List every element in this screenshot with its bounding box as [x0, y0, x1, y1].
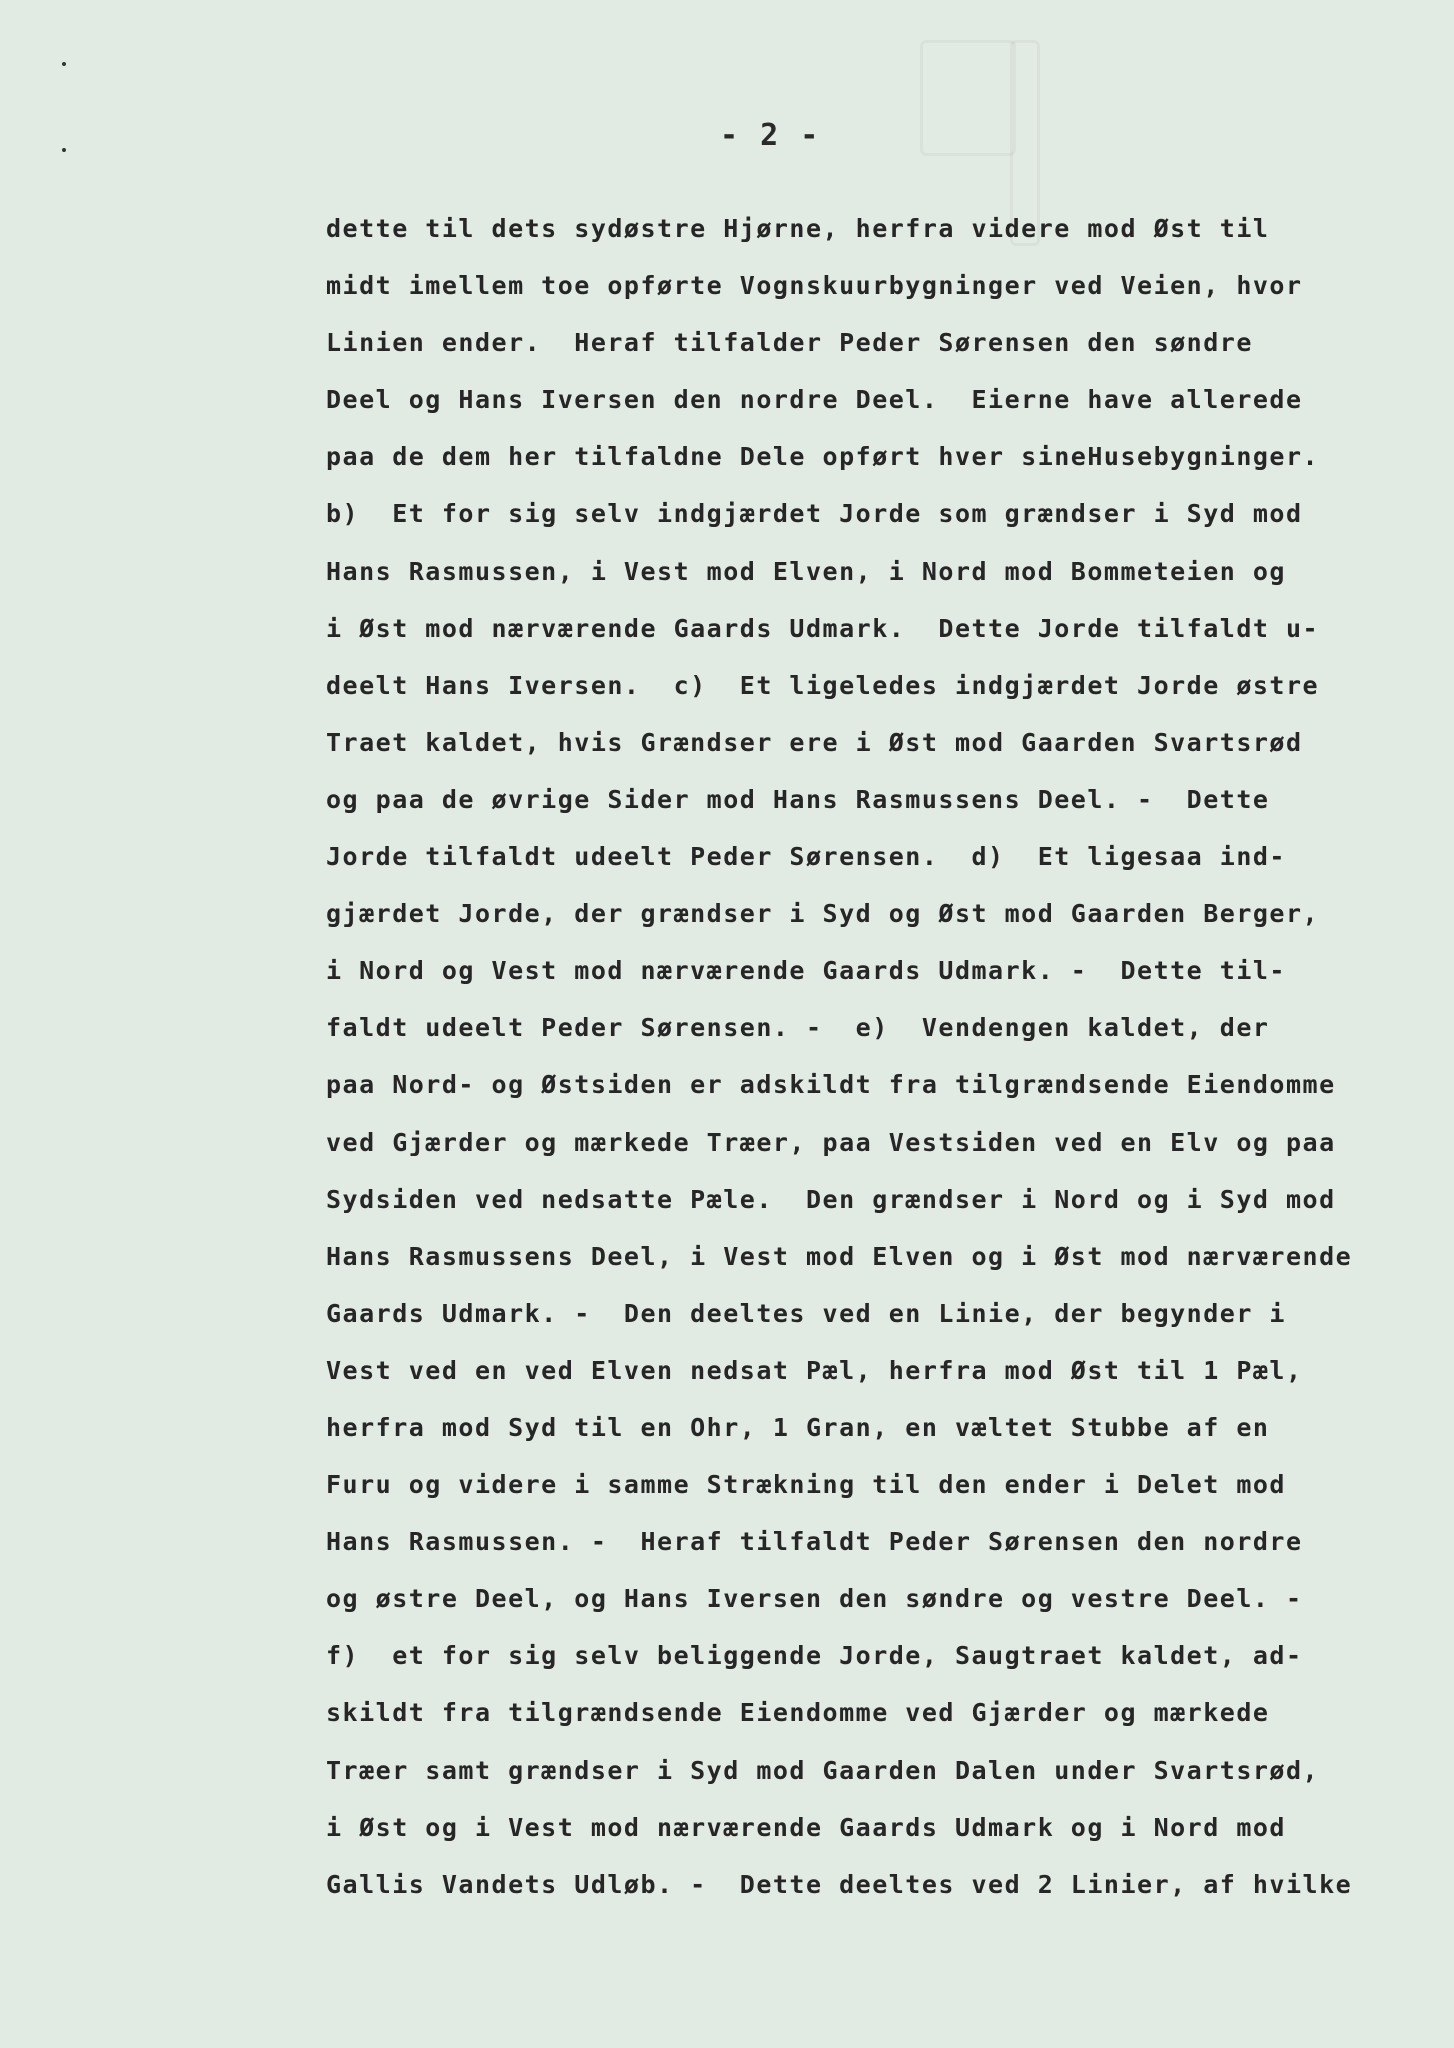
text-line: Traet kaldet, hvis Grændser ere i Øst mod Gaarden Svartsrød [326, 727, 1303, 757]
typed-body-text [326, 200, 1426, 1913]
text-line: midt imellem toe opførte Vognskuurbygninger ved Veien, hvor [326, 271, 1303, 301]
margin-dot [62, 148, 66, 152]
text-line: f) et for sig selv beliggende Jorde, Saugtraet kaldet, ad- [326, 1641, 1303, 1671]
text-line: faldt udeelt Peder Sørensen. - e) Vendengen kaldet, der [326, 1013, 1270, 1043]
text-line: paa Nord- og Østsiden er adskildt fra tilgrændsende Eiendomme [326, 1070, 1336, 1100]
text-line: Hans Rasmussens Deel, i Vest mod Elven og i Øst mod nærværende [326, 1241, 1353, 1271]
text-line: skildt fra tilgrændsende Eiendomme ved Gjærder og mærkede [326, 1698, 1270, 1728]
text-line: i Nord og Vest mod nærværende Gaards Udmark. - Dette til- [326, 956, 1286, 986]
text-line: b) Et for sig selv indgjærdet Jorde som grændser i Syd mod [326, 499, 1303, 529]
text-line: Jorde tilfaldt udeelt Peder Sørensen. d) Et ligesaa ind- [326, 842, 1286, 872]
text-line: og paa de øvrige Sider mod Hans Rasmussens Deel. - Dette [326, 784, 1270, 814]
text-line: dette til dets sydøstre Hjørne, herfra videre mod Øst til [326, 214, 1270, 243]
text-line: Gaards Udmark. - Den deeltes ved en Linie, der begynder i [326, 1298, 1286, 1328]
text-line: paa de dem her tilfaldne Dele opført hver sineHusebygninger. [326, 442, 1320, 472]
text-line: Linien ender. Heraf tilfalder Peder Sørensen den søndre [326, 328, 1253, 358]
text-line: Hans Rasmussen, i Vest mod Elven, i Nord mod Bommeteien og [326, 556, 1286, 586]
text-line: Hans Rasmussen. - Heraf tilfaldt Peder Sørensen den nordre [326, 1527, 1303, 1557]
text-line: gjærdet Jorde, der grændser i Syd og Øst mod Gaarden Berger, [326, 899, 1320, 929]
bleed-through-mark [920, 40, 1016, 156]
text-line: ved Gjærder og mærkede Træer, paa Vestsiden ved en Elv og paa [326, 1127, 1336, 1157]
text-line: Træer samt grændser i Syd mod Gaarden Dalen under Svartsrød, [326, 1755, 1320, 1785]
text-line: og østre Deel, og Hans Iversen den søndre og vestre Deel. - [326, 1584, 1303, 1614]
text-line: deelt Hans Iversen. c) Et ligeledes indgjærdet Jorde østre [326, 670, 1320, 700]
text-line: Furu og videre i samme Strækning til den ender i Delet mod [326, 1470, 1286, 1500]
text-line: i Øst mod nærværende Gaards Udmark. Dette Jorde tilfaldt u- [326, 613, 1320, 643]
page-number: - 2 - [720, 118, 821, 153]
text-line: Sydsiden ved nedsatte Pæle. Den grændser i Nord og i Syd mod [326, 1184, 1336, 1214]
text-line: Vest ved en ved Elven nedsat Pæl, herfra mod Øst til 1 Pæl, [326, 1355, 1303, 1385]
text-line: herfra mod Syd til en Ohr, 1 Gran, en væltet Stubbe af en [326, 1412, 1270, 1442]
text-line: Deel og Hans Iversen den nordre Deel. Eierne have allerede [326, 385, 1303, 415]
margin-dot [62, 62, 66, 66]
text-line: Gallis Vandets Udløb. - Dette deeltes ved 2 Linier, af hvilke [326, 1869, 1353, 1899]
text-line: i Øst og i Vest mod nærværende Gaards Udmark og i Nord mod [326, 1812, 1286, 1842]
